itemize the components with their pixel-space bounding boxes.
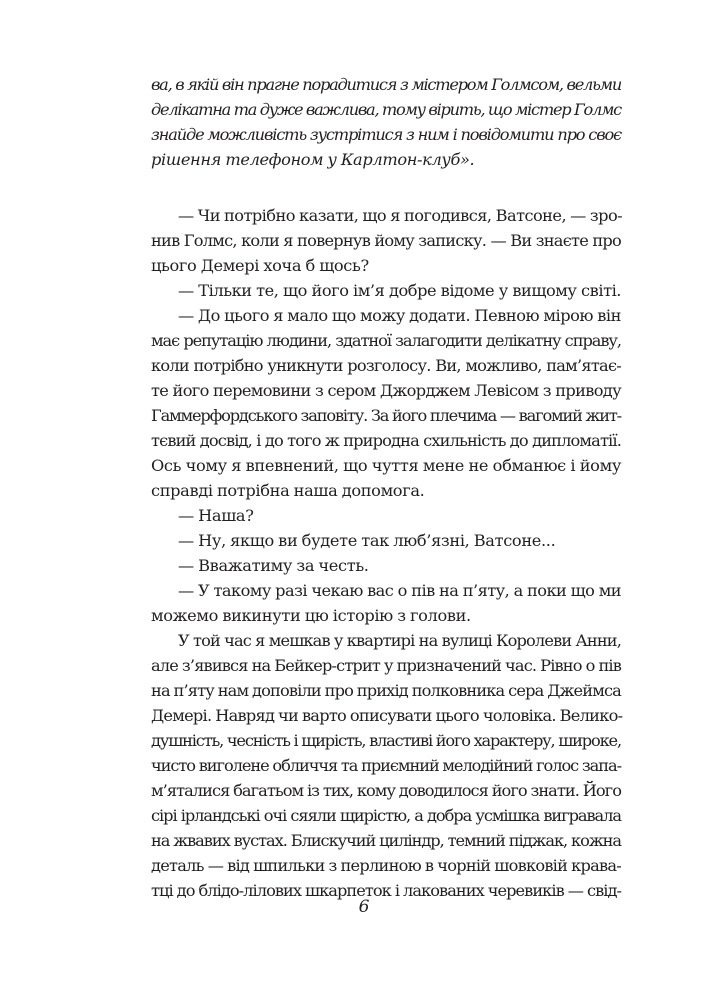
body-line: душність, чесність і щирість, властиві його характеру, широке, [151,731,621,750]
body-line: можемо викинути цю історію з голови. [151,606,471,625]
body-line: коли потрібно уникнути розголосу. Ви, можливо, пам’ятає- [151,356,621,375]
body-line: — Ну, якщо ви будете так люб’язні, Ватсоне... [178,531,556,550]
body-line: — У такому разі чекаю вас о пів на п’яту, а поки що ми [178,581,621,600]
body-line: — Тільки те, що його ім’я добре відоме у вищому світі. [178,281,621,300]
body-line: сірі ірландські очі сяяли щирістю, а добра усмішка вигравала [151,806,621,825]
body-line: — Наша? [178,506,254,525]
body-line: тєвий досвід, і до того ж природна схильність до дипломатії. [151,431,621,450]
body-line: на п’яту нам доповіли про прихід полковника сера Джеймса [151,681,621,700]
letter-line: ва, в якій він прагне порадитися з містером Голмсом, вельми [151,75,621,94]
body-line: У той час я мешкав у квартирі на вулиці Королеви Анни, [178,631,621,650]
body-line: те його перемовини з сером Джорджем Левісом з приводу [151,381,621,400]
body-line: Ось чому я впевнений, що чуття мене не обманює і йому [151,456,621,475]
body-line: тці до блідо-лілових шкарпеток і лакованих черевиків — свід- [151,881,621,900]
body-line: чисто виголене обличчя та приємний мелодійний голос запа- [151,756,621,775]
letter-line: рішення телефоном у Карлтон-клуб». [151,150,475,169]
body-line: Демері. Навряд чи варто описувати цього чоловіка. Велико- [151,706,623,725]
body-line: — Вважатиму за честь. [178,556,369,575]
letter-line: делікатна та дуже важлива, тому вірить, що містер Голмс [151,100,621,119]
body-line: Гаммерфордського заповіту. За його плечима — вагомий жит- [151,406,621,425]
body-line: нив Голмс, коли я повернув йому записку. — Ви знаєте про [151,231,621,250]
body-line: має репутацію людини, здатної залагодити делікатну справу, [151,331,621,350]
body-line: — До цього я мало що можу додати. Певною мірою він [178,306,621,325]
body-line: деталь — від шпильки з перлиною в чорній шовковій крава- [151,856,621,875]
body-line: цього Демері хоча б щось? [151,256,369,275]
body-line: — Чи потрібно казати, що я погодився, Ватсоне, — зро- [178,206,623,225]
body-line: справді потрібна наша допомога. [151,481,425,500]
page-number: 6 [358,897,370,917]
body-line: м’яталися багатьом із тих, кому доводилося його знати. Його [151,781,621,800]
letter-line: знайде можливість зустрітися з ним і повідомити про своє [151,125,621,144]
body-line: але з’явився на Бейкер-стрит у призначений час. Рівно о пів [151,656,621,675]
body-line: на жвавих вустах. Блискучий циліндр, темний піджак, кожна [151,831,621,850]
